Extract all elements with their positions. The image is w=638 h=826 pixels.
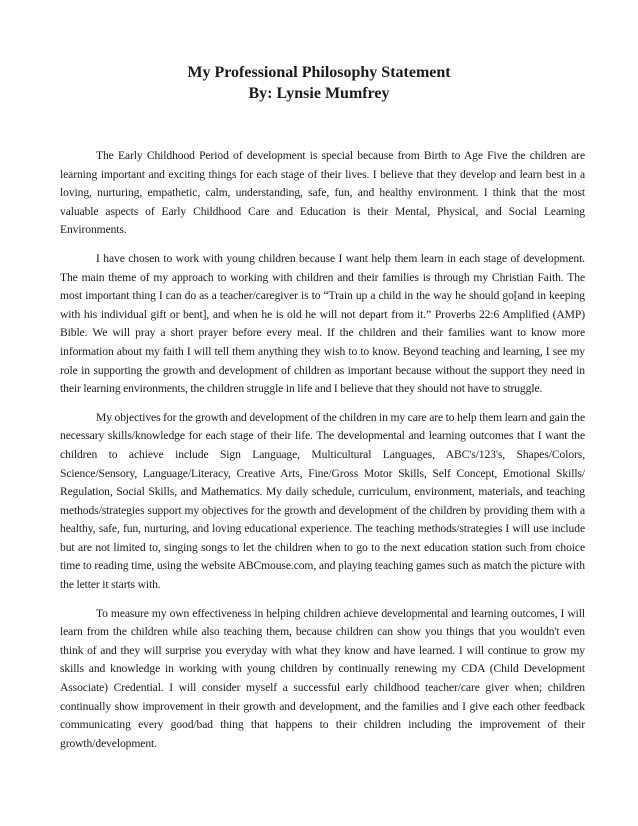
document-body [60,147,585,763]
document-title: My Professional Philosophy Statement [187,64,451,81]
document-byline: By: Lynsie Mumfrey [248,85,390,102]
paragraph-3: My objectives for the growth and development of the children in my care are to help them learn and gain the necessary skills/knowledge for each stage of their life. The developmental and learning outcomes that I want the children to achieve include Sign Language, Multicultural Languages, ABC's/123's, Shapes/Colors, Science/Sensory, Language/Literacy, Creative Arts, Fine/Gross Motor Skills, Self Concept, Emotional Skills/ Regulation, Social Skills, and Mathematics. My daily schedule, curriculum, environment, materials, and teaching methods/strategies support my objectives for the growth and development of the children by providing them with a healthy, safe, fun, nurturing, and loving educational experience. The teaching methods/strategies I will use include but are not limited to, singing songs to let the children when to go to the next education station such from choice time to reading time, using the website ABCmouse.com, and playing teaching games such as match the picture with the letter it starts with. [60,410,585,592]
paragraph-2: I have chosen to work with young children because I want help them learn in each stage of development. The main theme of my approach to working with children and their families is through my Christian Faith. The most important thing I can do as a teacher/caregiver is to “Train up a child in the way he should go[and in keeping with his individual gift or bent], and when he is old he will not depart from it.” Proverbs 22:6 Amplified (AMP) Bible. We will pray a short prayer before every meal. If the children and their families want to know more information about my faith I will tell them anything they wish to to know. Beyond teaching and learning, I see my role in supporting the growth and development of children as important because without the support they need in their learning environments, the children struggle in life and I believe that they should not have to struggle. [60,251,585,396]
paragraph-1: The Early Childhood Period of development is special because from Birth to Age Five the children are learning important and exciting things for each stage of their lives. I believe that they develop and learn best in a loving, nurturing, empathetic, calm, understanding, safe, fun, and healthy environment. I think that the most valuable aspects of Early Childhood Care and Education is their Mental, Physical, and Social Learning Environments. [60,149,585,237]
paragraph-4: To measure my own effectiveness in helping children achieve developmental and learning outcomes, I will learn from the children while also teaching them, because children can show you things that you wouldn't even think of and they will surprise you everyday with what they know and have learned. I will continue to grow my skills and knowledge in working with young children by continually renewing my CDA (Child Development Associate) Credential. I will consider myself a successful early childhood teacher/care giver when; children continually show improvement in their growth and development, and the families and I give each other feedback communicating every good/bad thing that happens to their children including the improvement of their growth/development. [60,606,585,750]
